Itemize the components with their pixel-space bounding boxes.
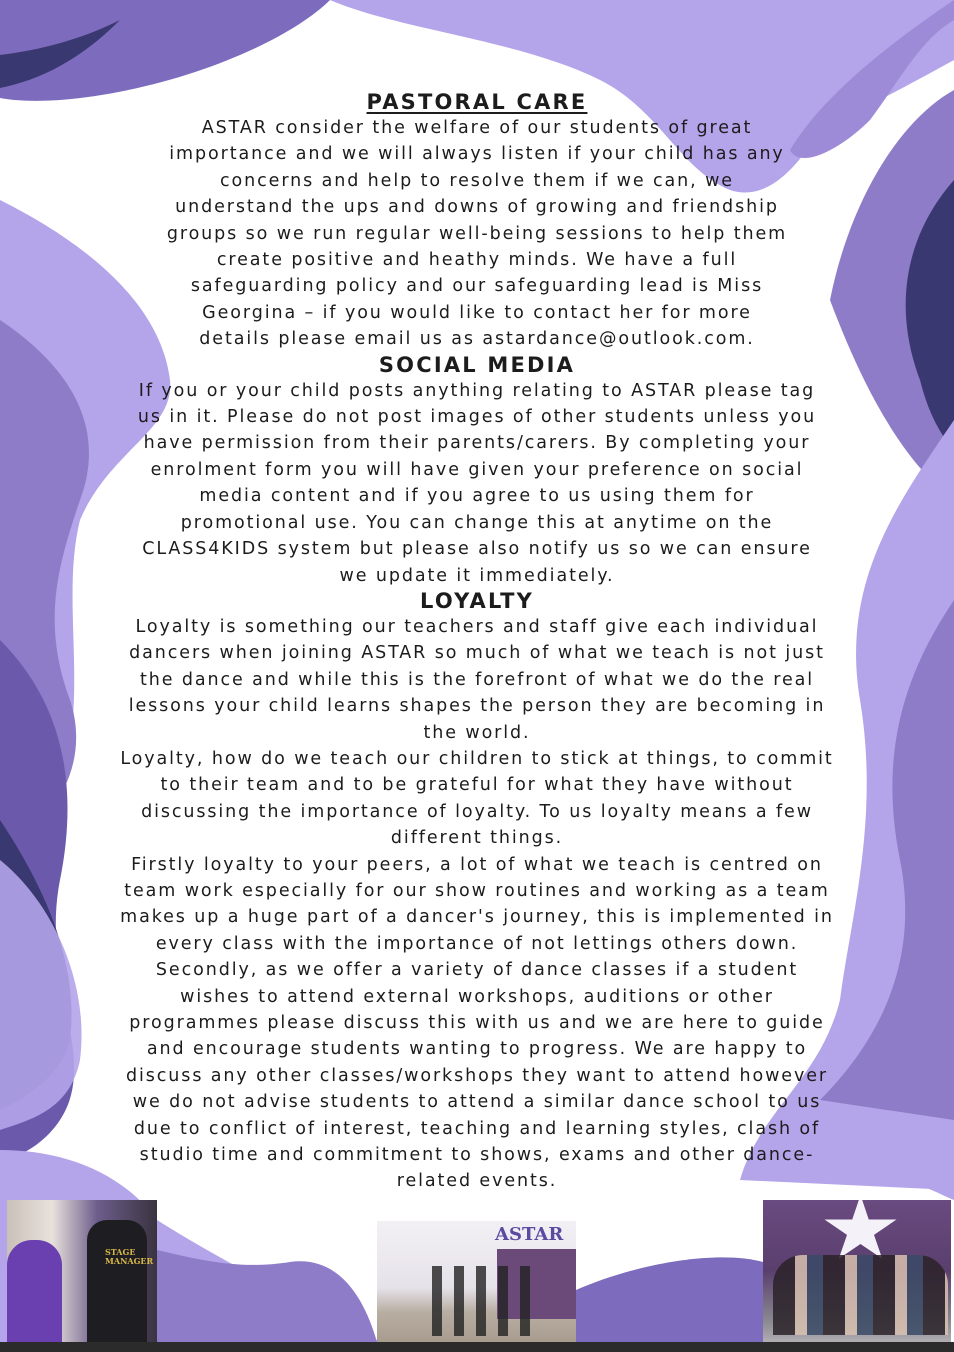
page-bottom-bar — [0, 1342, 954, 1352]
section-loyalty — [0, 589, 954, 1195]
text-line: due to conflict of interest, teaching and learning styles, clash of — [133, 1118, 821, 1139]
text-line: makes up a huge part of a dancer's journey, this is implemented in — [120, 907, 834, 928]
text-line: Loyalty, how do we teach our children to stick at things, to commit — [120, 748, 834, 769]
text-line: create positive and heathy minds. We have a full — [216, 250, 738, 271]
text-line: we do not advise students to attend a similar dance school to us — [132, 1092, 822, 1113]
text-line: ASTAR consider the welfare of our students of great — [201, 118, 753, 138]
text-line: we update it immediately. — [339, 565, 615, 586]
text-line: and encourage students wanting to progress. We are happy to — [146, 1039, 808, 1060]
text-line: lessons your child learns shapes the person they are becoming in — [128, 696, 826, 717]
document-body — [0, 90, 954, 1195]
text-line: Georgina – if you would like to contact her for more — [202, 302, 752, 323]
photo-group-with-children — [763, 1200, 951, 1342]
group-people — [773, 1255, 948, 1335]
text-line: programmes please discuss this with us and we are here to guide — [129, 1013, 825, 1033]
text-line: discuss any other classes/workshops they want to attend however — [126, 1065, 828, 1086]
text-line: the dance and while this is the forefront of what we do the real — [139, 669, 815, 690]
heading-pastoral-care: PASTORAL CARE — [366, 90, 588, 114]
text-line: enrolment form you will have given your preference on social — [150, 459, 804, 480]
photo-dance-class-teacher — [7, 1200, 157, 1342]
text-line: the world. — [423, 722, 531, 743]
studio-sign: ASTAR — [495, 1224, 564, 1245]
text-line: team work especially for our show routines and working as a team — [124, 880, 830, 901]
text-line: details please email us as astardance@outlook.com. — [199, 329, 755, 350]
teacher-figure — [87, 1220, 154, 1342]
text-line: importance and we will always listen if your child has any — [169, 144, 785, 165]
text-line: different things. — [390, 828, 564, 849]
text-line: Secondly, as we offer a variety of dance classes if a student — [155, 960, 799, 981]
student-figure — [7, 1240, 62, 1342]
text-line: studio time and commitment to shows, exams and other dance- — [139, 1145, 815, 1166]
text-line: CLASS4KIDS system but please also notify us so we can ensure — [142, 539, 812, 560]
heading-social-media: SOCIAL MEDIA — [378, 352, 576, 377]
dancers — [432, 1266, 542, 1336]
text-line: groups so we run regular well-being sessions to help them — [166, 223, 788, 244]
text-line: Firstly loyalty to your peers, a lot of what we teach is centred on — [131, 854, 823, 875]
text-line: concerns and help to resolve them if we can, we — [220, 170, 734, 191]
text-line: have permission from their parents/carers. By completing your — [143, 433, 811, 454]
text-line: to their team and to be grateful for what they have without — [160, 775, 794, 796]
text-line: related events. — [396, 1171, 558, 1192]
shirt-text: STAGE MANAGER — [105, 1247, 154, 1266]
text-line: safeguarding policy and our safeguarding lead is Miss — [190, 276, 764, 297]
section-pastoral-care — [0, 90, 954, 353]
heading-loyalty: LOYALTY — [419, 588, 535, 613]
text-line: us in it. Please do not post images of other students unless you — [137, 407, 817, 428]
text-line: wishes to attend external workshops, auditions or other — [180, 986, 774, 1007]
text-line: discussing the importance of loyalty. To us loyalty means a few — [141, 801, 813, 822]
text-line: every class with the importance of not lettings others down. — [155, 933, 799, 954]
text-line: promotional use. You can change this at anytime on the — [180, 512, 774, 533]
text-line: media content and if you agree to us using them for — [199, 486, 755, 507]
section-social-media — [0, 353, 954, 589]
text-line: dancers when joining ASTAR so much of what we teach is not just — [129, 643, 825, 664]
photo-studio-class — [377, 1221, 576, 1342]
text-line: If you or your child posts anything relating to ASTAR please tag — [138, 380, 816, 401]
wave-bottom-mid-left — [157, 1250, 377, 1342]
text-line: understand the ups and downs of growing and friendship — [175, 197, 779, 218]
wave-bottom-mid-right — [576, 1257, 763, 1342]
text-line: Loyalty is something our teachers and staff give each individual — [135, 616, 819, 637]
